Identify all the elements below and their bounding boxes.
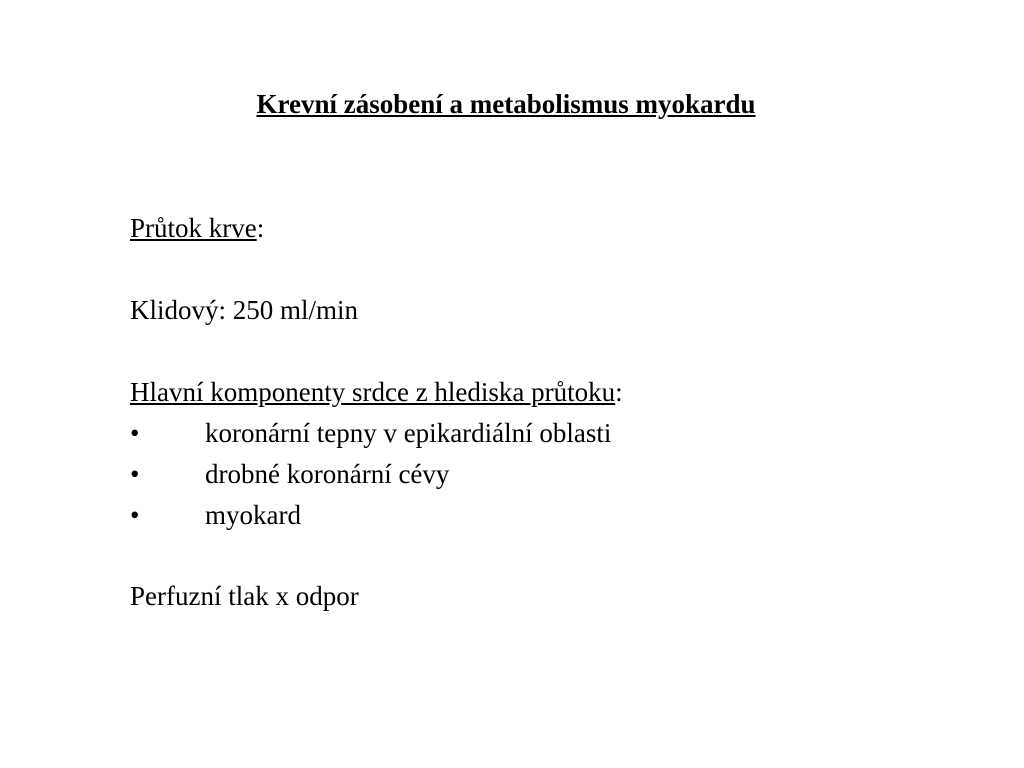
bullet-marker: • — [130, 459, 140, 489]
bullet-marker: • — [130, 418, 140, 448]
component-item: koronární tepny v epikardiální oblasti — [205, 418, 612, 448]
component-item: myokard — [205, 500, 301, 530]
components-heading-colon: : — [615, 377, 623, 407]
perfusion-line: Perfuzní tlak x odpor — [130, 581, 359, 611]
resting-flow: Klidový: 250 ml/min — [130, 295, 359, 325]
bullet-marker: • — [130, 500, 140, 530]
components-heading — [130, 374, 623, 410]
flow-heading — [130, 210, 264, 246]
components-heading-label: Hlavní komponenty srdce z hlediska průtoku — [130, 377, 616, 407]
slide-title-text: Krevní zásobení a metabolismus myokardu — [256, 89, 756, 119]
component-item: drobné koronární cévy — [205, 459, 450, 489]
slide-title — [0, 84, 1012, 124]
flow-heading-colon: : — [256, 213, 265, 243]
flow-heading-label: Průtok krve — [130, 213, 257, 243]
